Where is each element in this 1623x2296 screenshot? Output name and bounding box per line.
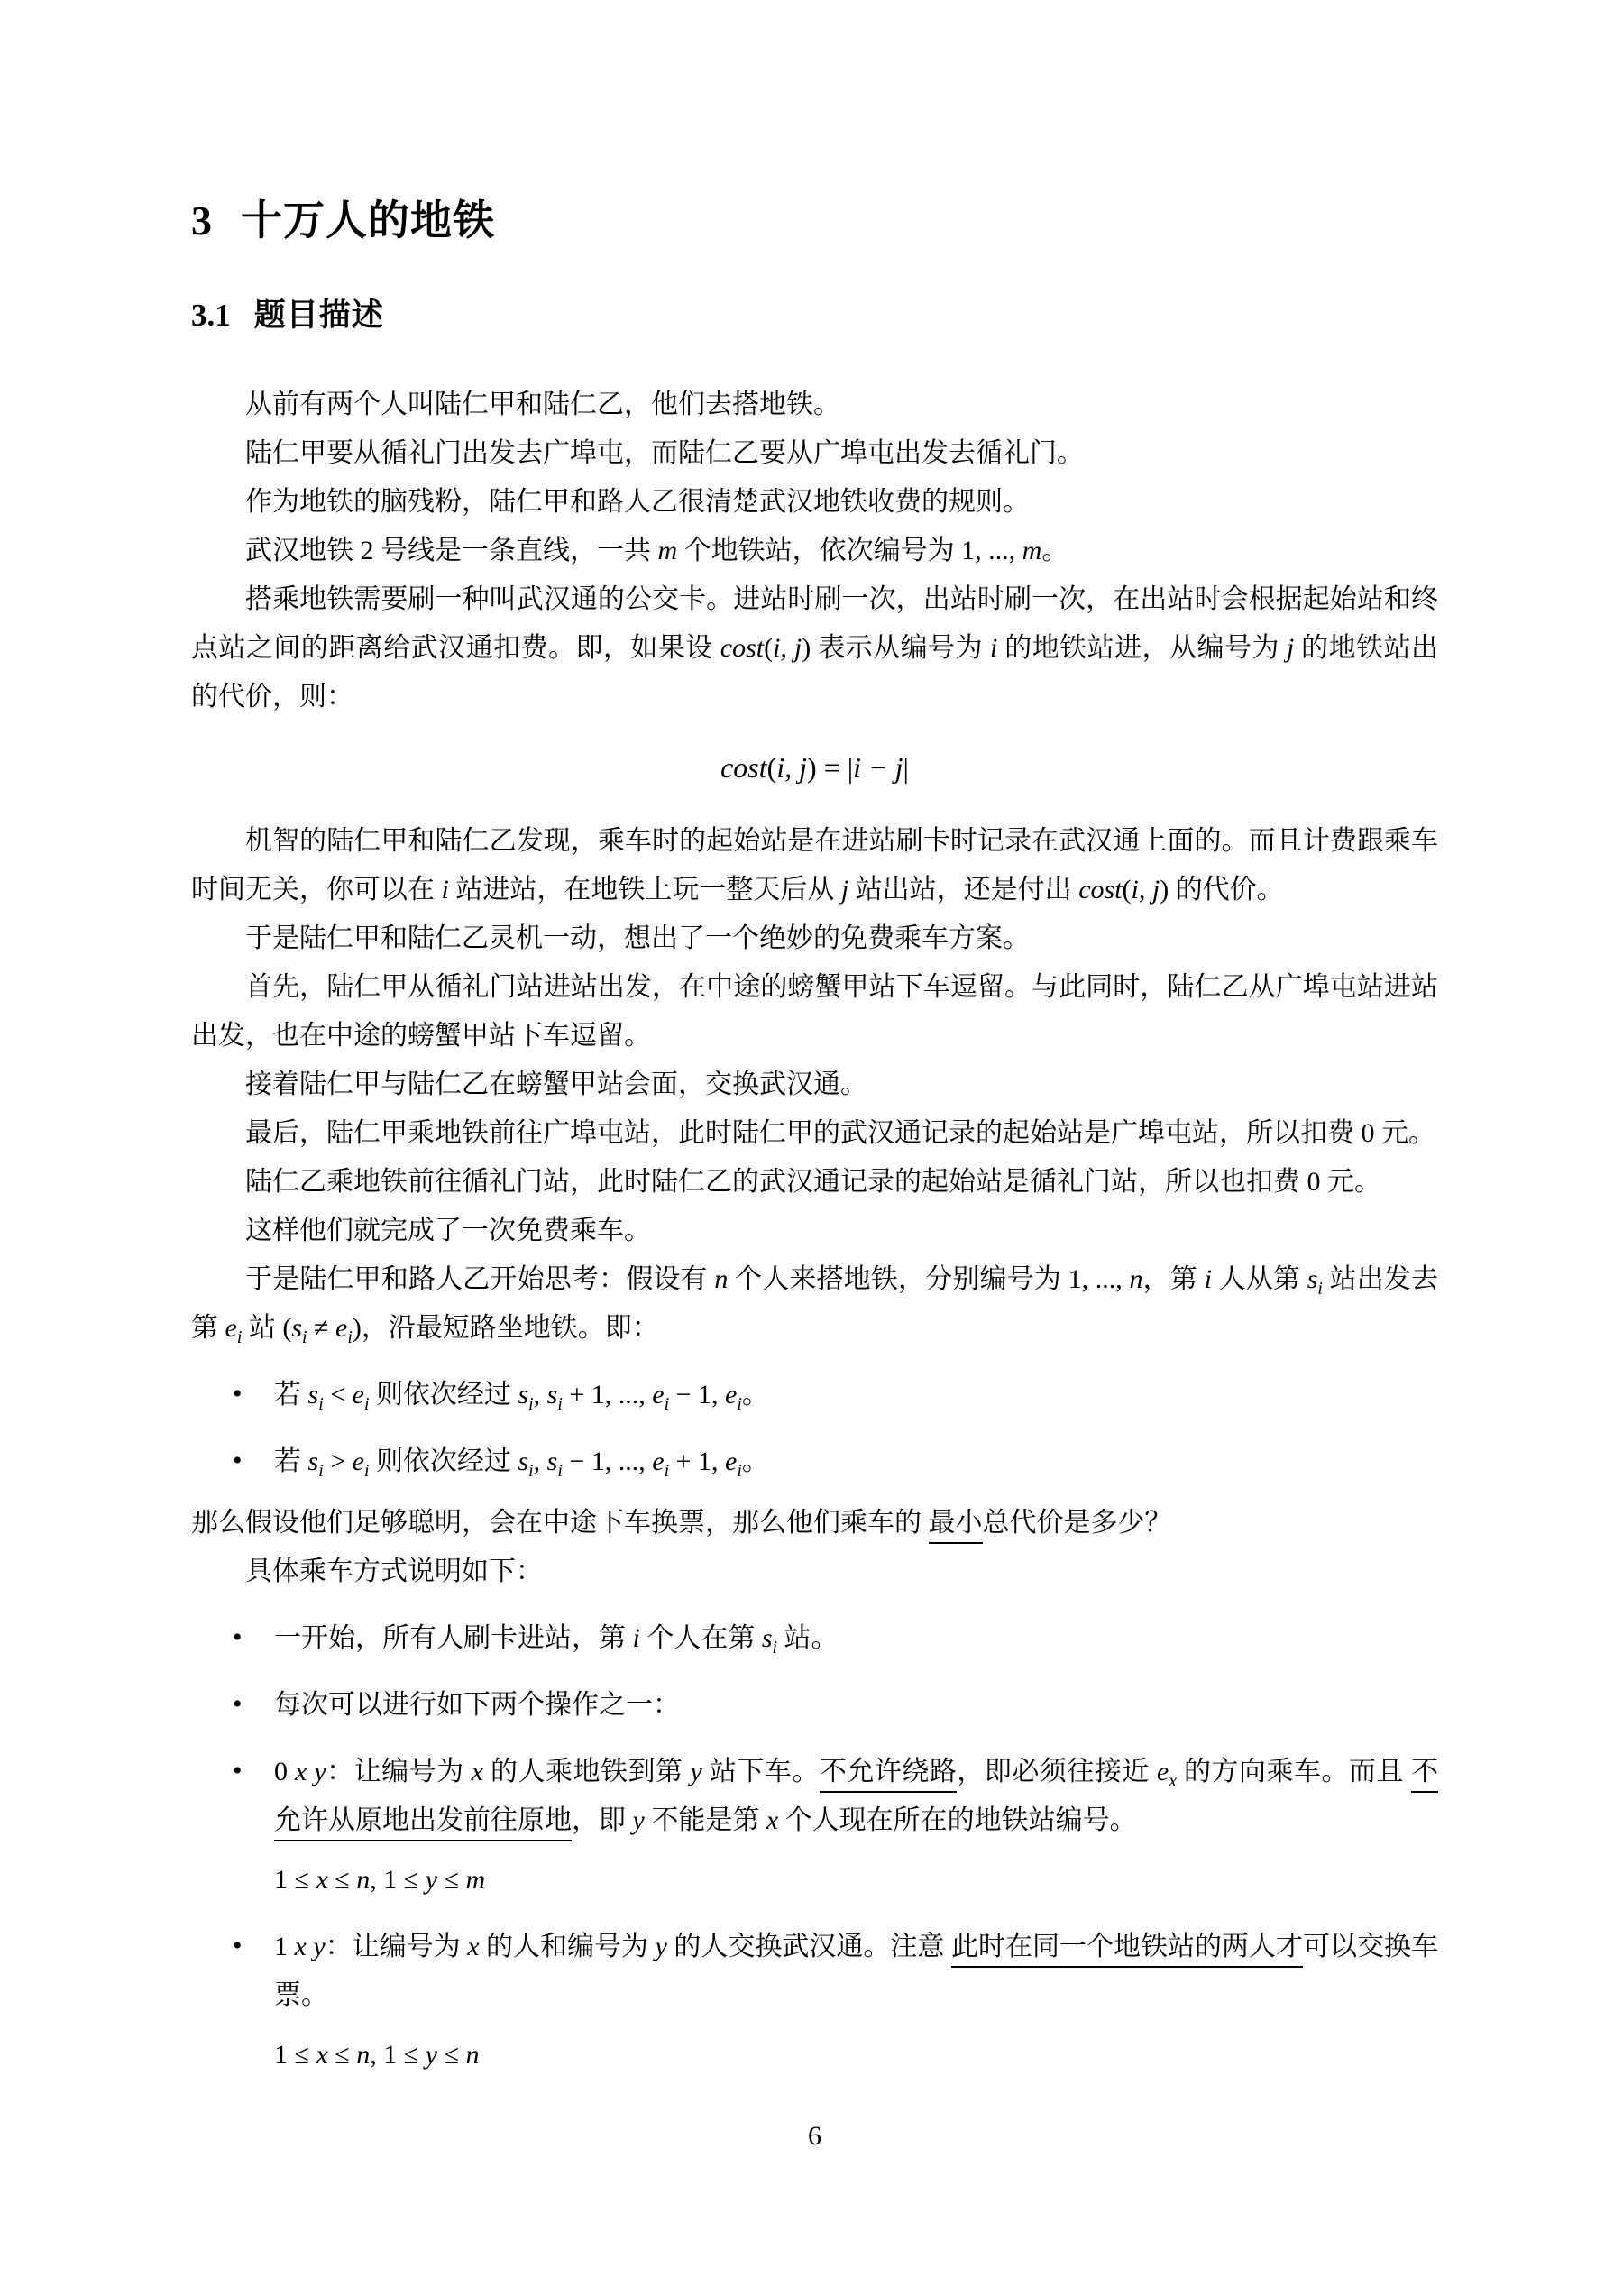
- paragraph-discovery: 机智的陆仁甲和陆仁乙发现，乘车时的起始站是在进站刷卡时记录在武汉通上面的。而且计费跟乘车时间无关，你可以在 i 站进站，在地铁上玩一整天后从 j 站出站，还是付出 cost(i, j) 的代价。: [191, 826, 1438, 905]
- paragraph-fans: 作为地铁的脑残粉，陆仁甲和路人乙很清楚武汉地铁收费的规则。: [245, 487, 1030, 518]
- paragraph-first-step: 首先，陆仁甲从循礼门站进站出发，在中途的螃蟹甲站下车逗留。与此同时，陆仁乙从广埠屯站进站出发，也在中途的螃蟹甲站下车逗留。: [191, 972, 1438, 1052]
- list-item-route-increasing: • 若 $s_i < e_i$ 则依次经过 $s_i$, $s_i + 1$, ..., $e_i - 1$, $e_i$。: [274, 1371, 1438, 1419]
- section-heading: [191, 197, 1438, 245]
- operation-rules-list: [191, 1614, 1438, 2080]
- subsection-heading: [191, 298, 1438, 334]
- paragraph-question: 那么假设他们足够聪明，会在中途下车换票，那么他们乘车的 最小总代价是多少？: [191, 1499, 1438, 1548]
- paragraph-generalize: 于是陆仁甲和路人乙开始思考：假设有 n 个人来搭地铁，分别编号为 1, ..., n，第 i 人从第 $s_i$ 站出发去第 $e_i$ 站 $(s_i \ne e_i)$，沿最短路坐地铁。即：: [191, 1264, 1439, 1348]
- paragraph-last-step-b: 陆仁乙乘地铁前往循礼门站，此时陆仁乙的武汉通记录的起始站是循礼门站，所以也扣费 0 元。: [245, 1167, 1381, 1198]
- paragraph-intro: 从前有两个人叫陆仁甲和陆仁乙，他们去搭地铁。: [245, 390, 840, 420]
- list-item-operation-swap: [274, 1923, 1438, 2080]
- paragraph-last-step-a: 最后，陆仁甲乘地铁前往广埠屯站，此时陆仁甲的武汉通记录的起始站是广埠屯站，所以扣费 0 元。: [245, 1118, 1435, 1149]
- paragraph-meet-swap: 接着陆仁甲与陆仁乙在螃蟹甲站会面，交换武汉通。: [245, 1070, 867, 1100]
- route-direction-list: [191, 1371, 1438, 1486]
- section-title: 十万人的地铁: [241, 197, 495, 243]
- section-number: 3: [191, 197, 212, 243]
- paragraph-scheme: 于是陆仁甲和陆仁乙灵机一动，想出了一个绝妙的免费乘车方案。: [245, 923, 1030, 954]
- paragraph-card-rules: 搭乘地铁需要刷一种叫武汉通的公交卡。进站时刷一次，出站时刷一次，在出站时会根据起始站和终点站之间的距离给武汉通扣费。即，如果设 cost(i, j) 表示从编号为 i 的地铁站进，从编号为 j 的地铁站出的代价，则：: [191, 584, 1439, 712]
- list-item-initial-state: • 一开始，所有人刷卡进站，第 i 个人在第 $s_i$ 站。: [274, 1614, 1438, 1663]
- operation-move-text: • 0 x y：让编号为 x 的人乘地铁到第 y 站下车。不允许绕路，即必须往接近 $e_x$ 的方向乘车。而且 不允许从原地出发前往原地，即 y 不能是第 x 个人现在所在的地铁站编号。: [274, 1748, 1438, 1845]
- list-item-two-operations: • 每次可以进行如下两个操作之一：: [274, 1681, 1438, 1730]
- operation-swap-text: • 1 x y：让编号为 x 的人和编号为 y 的人交换武汉通。注意 此时在同一个地铁站的两人才可以交换车票。: [274, 1932, 1439, 2011]
- subsection-title: 题目描述: [253, 297, 384, 333]
- paragraph-rules-intro: 具体乘车方式说明如下：: [245, 1557, 543, 1587]
- paragraph-line2: 武汉地铁 2 号线是一条直线，一共 m 个地铁站，依次编号为 1, ..., m。: [245, 536, 1069, 566]
- page-number: 6: [808, 2121, 821, 2152]
- list-item-route-decreasing: • 若 $s_i > e_i$ 则依次经过 $s_i$, $s_i - 1$, ..., $e_i + 1$, $e_i$。: [274, 1437, 1438, 1486]
- subsection-number: 3.1: [191, 297, 231, 333]
- list-item-operation-move: [274, 1748, 1438, 1905]
- paragraph-trip: 陆仁甲要从循礼门出发去广埠屯，而陆仁乙要从广埠屯出发去循礼门。: [245, 438, 1084, 469]
- cost-formula: cost(i, j) = |i − j|: [720, 751, 909, 785]
- operation-swap-constraint: 1 ≤ x ≤ n, 1 ≤ y ≤ n: [274, 2040, 480, 2071]
- paragraph-free-ride: 这样他们就完成了一次免费乘车。: [245, 1216, 651, 1246]
- operation-move-constraint: 1 ≤ x ≤ n, 1 ≤ y ≤ m: [274, 1865, 486, 1896]
